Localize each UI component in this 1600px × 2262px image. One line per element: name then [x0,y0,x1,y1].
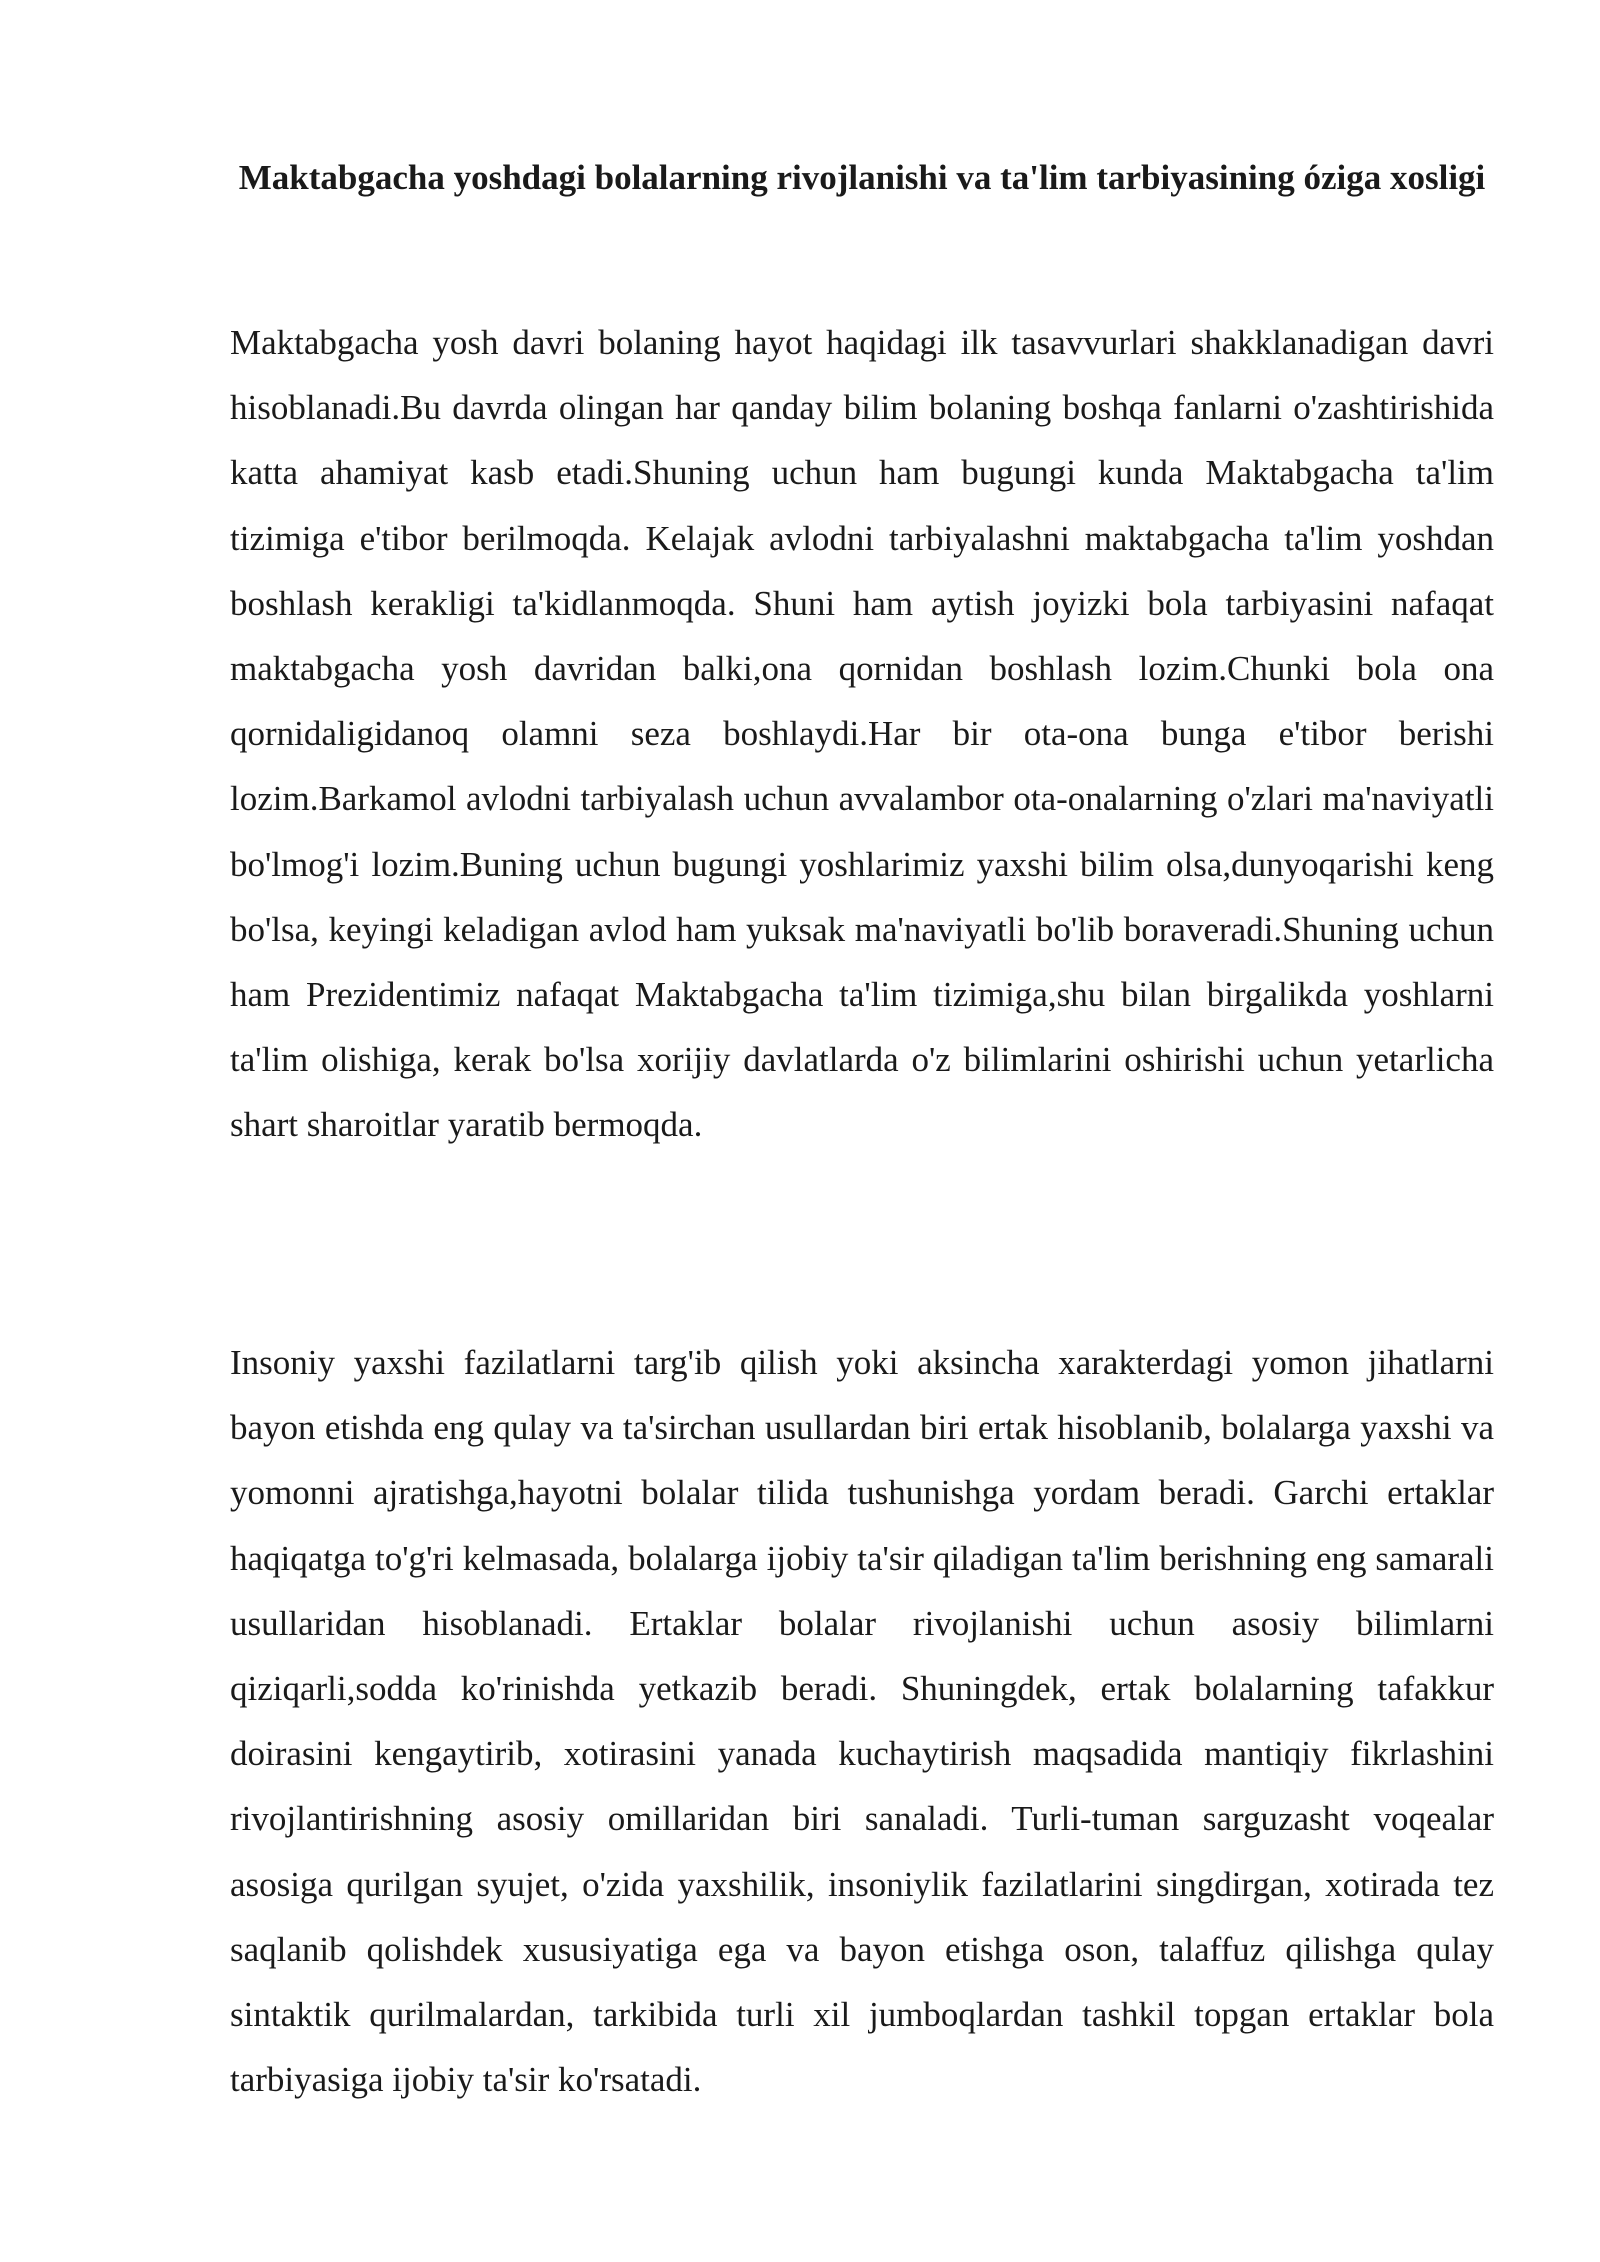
body-paragraph-2: Insoniy yaxshi fazilatlarni targ'ib qilish yoki aksincha xarakterdagi yomon jihatlarni bayon etishda eng qulay va ta'sirchan usullardan biri ertak hisoblanib, bolalarga yaxshi va yomonni ajratishga,hayotni bolalar tilida tushunishga yordam beradi. Garchi ertaklar haqiqatga to'g'ri kelmasada, bolalarga ijobiy ta'sir qiladigan ta'lim berishning eng samarali usullaridan hisoblanadi. Ertaklar bolalar rivojlanishi uchun asosiy bilimlarni qiziqarli,sodda ko'rinishda yetkazib beradi. Shuningdek, ertak bolalarning tafakkur doirasini kengaytirib, xotirasini yanada kuchaytirish maqsadida mantiqiy fikrlashini rivojlantirishning asosiy omillaridan biri sanaladi. Turli-tuman sarguzasht voqealar asosiga qurilgan syujet, o'zida yaxshilik, insoniylik fazilatlarini singdirgan, xotirada tez saqlanib qolishdek xususiyatiga ega va bayon etishga oson, talaffuz qilishga qulay sintaktik qurilmalardan, tarkibida turli xil jumboqlardan tashkil topgan ertaklar bola tarbiyasiga ijobiy ta'sir ko'rsatadi. [230,1343,1494,2100]
body-paragraph-1: Maktabgacha yosh davri bolaning hayot haqidagi ilk tasavvurlari shakklanadigan davri hisoblanadi.Bu davrda olingan har qanday bilim bolaning boshqa fanlarni o'zashtirishida katta ahamiyat kasb etadi.Shuning uchun ham bugungi kunda Maktabgacha ta'lim tizimiga e'tibor berilmoqda. Kelajak avlodni tarbiyalashni maktabgacha ta'lim yoshdan boshlash kerakligi ta'kidlanmoqda. Shuni ham aytish joyizki bola tarbiyasini nafaqat maktabgacha yosh davridan balki,ona qornidan boshlash lozim.Chunki bola ona qornidaligidanoq olamni seza boshlaydi.Har bir ota-ona bunga e'tibor berishi lozim.Barkamol avlodni tarbiyalash uchun avvalambor ota-onalarning o'zlari ma'naviyatli bo'lmog'i lozim.Buning uchun bugungi yoshlarimiz yaxshi bilim olsa,dunyoqarishi keng bo'lsa, keyingi keladigan avlod ham yuksak ma'naviyatli bo'lib boraveradi.Shuning uchun ham Prezidentimiz nafaqat Maktabgacha ta'lim tizimiga,shu bilan birgalikda yoshlarni ta'lim olishiga, kerak bo'lsa xorijiy davlatlarda o'z bilimlarini oshirishi uchun yetarlicha shart sharoitlar yaratib bermoqda. [230,323,1494,1145]
document-title: Maktabgacha yoshdagi bolalarning rivojlanishi va ta'lim tarbiyasining óziga xosligi [238,158,1486,197]
